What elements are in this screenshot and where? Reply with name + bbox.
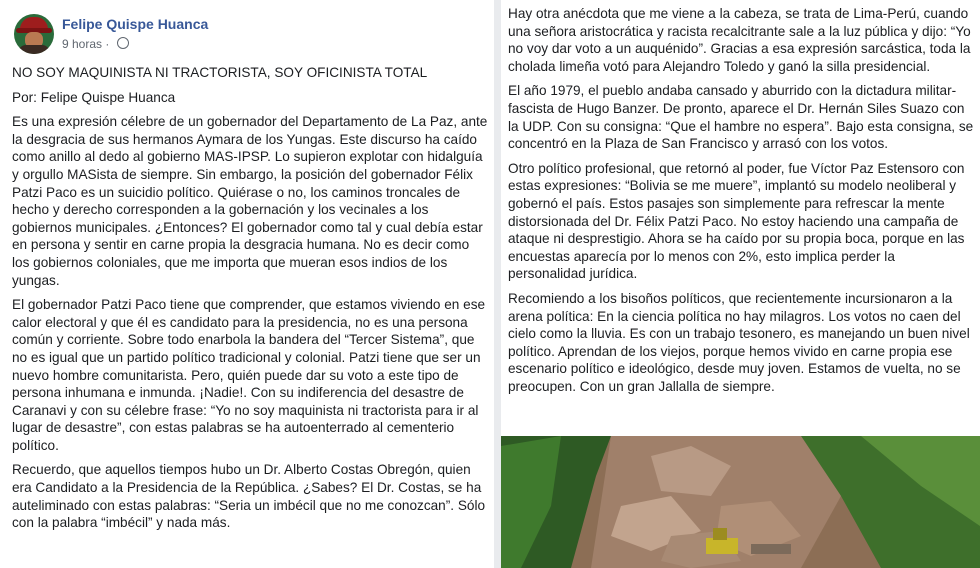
paragraph: Recomiendo a los bisoños políticos, que recientemente incursionaron a la arena política: En la ciencia política no hay milagros. Los votos no caen del cielo como la lluvia. Es con un trabajo tesonero, es manejando un buen nivel político. Aprendan de los viejos, porque hemos vivido en carne propia ese escenario político e ideológico, desde muy joven. Estamos de vuelta, no se preocupen. Con un gran Jallalla de siempre. <box>508 290 970 394</box>
paragraph: Hay otra anécdota que me viene a la cabeza, se trata de Lima-Perú, cuando una señora aristocrática y racista recalcitrante sale a la luz pública y dijo: “Yo no voy dar voto a un auquénido”. Gracias a esa expresión sarcástica, toda la cholada limeña votó para Alejandro Toledo y ganó la silla presidencial. <box>508 6 971 74</box>
post-title: NO SOY MAQUINISTA NI TRACTORISTA, SOY OFICINISTA TOTAL <box>12 65 428 80</box>
post-byline: Por: Felipe Quispe Huanca <box>12 89 176 105</box>
landslide-photo[interactable] <box>501 436 980 568</box>
paragraph: El gobernador Patzi Paco tiene que comprender, que estamos viviendo en ese calor electoral y que él es candidato para la presidencia, no es una persona común y corriente. Sobre todo enarbola la bandera del “Tercer Sistema”, que no es igual que un partido político tradicional y colonial. Patzi tiene que ser un nuevo hombre comunitarista. Pero, quién puede dar su voto a este tipo de persona inhumana e inmunda. ¡Nadie!. Con su indiferencia del desastre de Caranavi y con su célebre frase: “Yo no soy maquinista ni tractorista para ir al lugar de desastre”, con estas palabras se ha autoenterrado al cementerio político. <box>12 297 486 453</box>
post-body-right <box>508 5 974 402</box>
post-time[interactable]: 9 horas <box>62 37 103 51</box>
paragraph: Es una expresión célebre de un gobernador del Departamento de La Paz, ante la desgracia de sus hermanos Aymara de los Yungas. Este discurso ha caído como anillo al dedo al gobierno MAS-IPSP. Lo supieron explotar con hidalguía y orgullo MASista de siempre. Sin embargo, la posición del gobernador Félix Patzi Paco es un suicidio político. Quiérase o no, los caminos troncales de hecho y derecho corresponden a la gobernación y los vecinales a los gobiernos municipales. ¿Entonces? El gobernador como tal y cual debía estar en persona y sentir en carne propia la desgracia humana. No es decir como los gobiernos coloniales, que me importa que mueran esos indios de los yungas. <box>12 114 488 288</box>
post-meta <box>62 37 129 51</box>
post-body-left <box>12 64 490 539</box>
meta-separator: · <box>105 37 110 51</box>
author-name[interactable]: Felipe Quispe Huanca <box>62 16 209 32</box>
paragraph: El año 1979, el pueblo andaba cansado y aburrido con la dictadura militar-fascista de Hugo Banzer. De pronto, aparece el Dr. Hernán Siles Suazo con la UDP. Con su consigna: “Que el hambre no espera”. Bajo esta consigna, se concentró en la Plaza de San Francisco y arrasó con los votos. <box>508 83 974 152</box>
post-column-right <box>501 0 980 568</box>
avatar[interactable] <box>14 14 54 54</box>
paragraph: Recuerdo, que aquellos tiempos hubo un Dr. Alberto Costas Obregón, quien era Candidato a la Presidencia de la República. ¿Sabes? El Dr. Costas, se ha auteliminado con estas palabras: “Seria un imbécil que no me conozcan”. Sólo con la palabra “imbécil” y nada más. <box>12 462 486 531</box>
paragraph: Otro político profesional, que retornó al poder, fue Víctor Paz Estensoro con estas expresiones: “Bolivia se me muere”, implantó su modelo neoliberal y gobernó el país. Estos pasajes son simplemente para refrescar la mente distorsionada del Dr. Félix Patzi Paco. No estoy haciendo una campaña de ataque ni desprestigio. Ahora se ha caído por su propia boca, porque en las encuestas aparecía por lo menos con 2%, esto implica perder la personalidad jurídica. <box>508 160 965 282</box>
column-divider <box>494 0 501 568</box>
globe-icon[interactable] <box>117 37 129 49</box>
